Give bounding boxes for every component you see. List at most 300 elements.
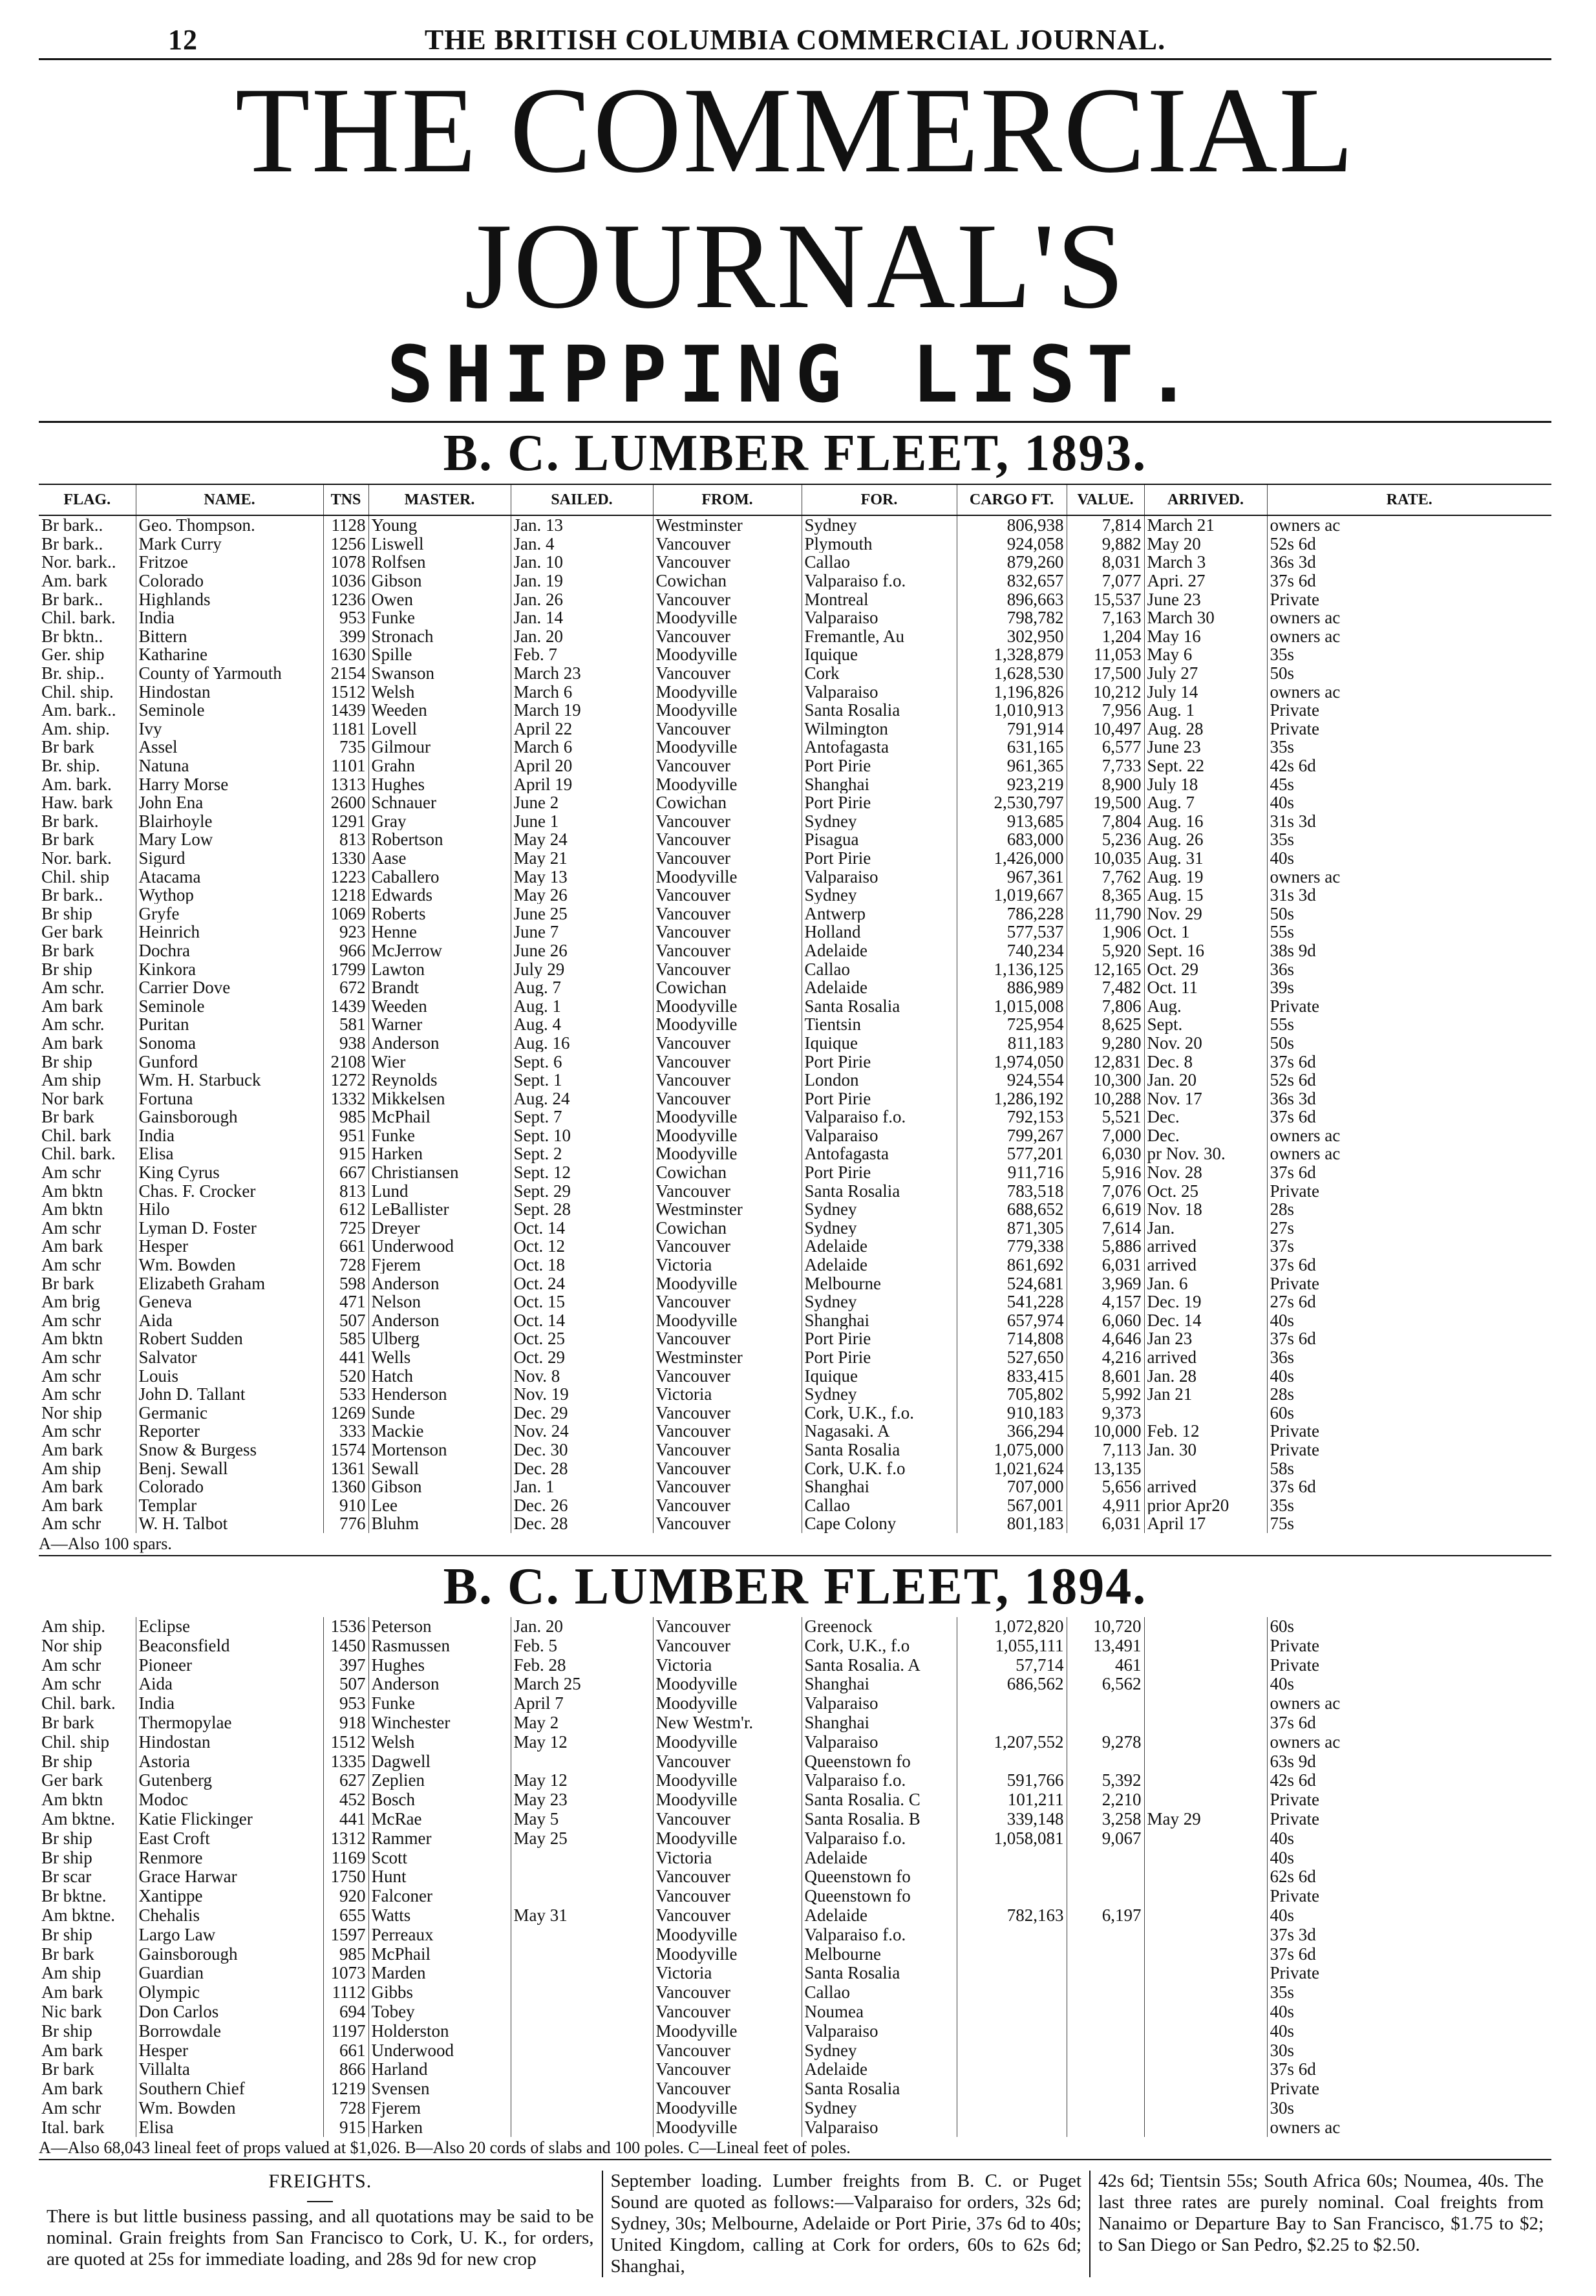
table-cell: 7,113 [1067,1441,1144,1459]
column-header: FROM. [653,484,802,515]
table-cell: Iquique [802,1034,957,1053]
table-cell: Kinkora [136,960,323,978]
table-cell: Fritzoe [136,553,323,572]
table-cell: owners ac [1267,608,1551,627]
table-cell: 1069 [323,904,368,923]
table-cell: 1512 [323,1732,368,1752]
table-cell: 7,000 [1067,1126,1144,1145]
table-cell: 3,969 [1067,1274,1144,1293]
table-cell: Stronach [368,627,511,646]
table-cell: Antofagasta [802,1144,957,1163]
table-cell: 1291 [323,812,368,831]
table-cell: Chil. ship. [41,682,114,701]
table-cell: Am. bark. [41,775,112,793]
table-cell: Moodyville [653,1274,802,1293]
table-cell: Nor ship [41,1636,102,1655]
table-row [39,904,1551,923]
table-cell: 3,258 [1067,1810,1144,1829]
table-cell: 735 [323,738,368,756]
table-cell: Underwood [368,2041,511,2060]
table-cell: 1630 [323,645,368,664]
table-cell: Carrier Dove [136,978,323,997]
table-cell: Am schr [41,1422,101,1441]
table-cell: 35s [1267,645,1551,664]
table-row [39,2021,1551,2041]
table-cell: 37s [1267,1237,1551,1256]
table-cell: Br ship [41,1848,92,1867]
table-cell: Adelaide [802,1848,957,1867]
table-cell: Harken [368,2118,511,2137]
table-cell: Valparaiso [802,682,957,701]
table-cell: 1223 [323,867,368,886]
table-cell: Colorado [136,1477,323,1496]
table-cell [1067,1925,1144,1944]
table-cell: Zeplien [368,1771,511,1790]
table-cell: Am bktn [41,1181,103,1200]
table-cell: 1,286,192 [957,1089,1067,1108]
table-cell: Private [1267,1790,1551,1810]
table-cell: June 2 [511,793,653,812]
table-cell [957,2118,1067,2137]
table-cell: 8,900 [1067,775,1144,793]
table-cell: 36s 3d [1267,1089,1551,1108]
table-cell: Moodyville [653,1694,802,1713]
table-cell: May 13 [511,867,653,886]
table-cell: Vancouver [653,1752,802,1771]
table-cell: 7,806 [1067,996,1144,1015]
table-row [39,1274,1551,1293]
fleet-1893-title: B. C. LUMBER FLEET, 1893. [443,425,1147,482]
fleet-1893-footnote: A—Also 100 spars. [39,1533,1551,1556]
table-cell: Falconer [368,1887,511,1906]
table-cell: Reporter [136,1422,323,1441]
table-cell [1144,1675,1267,1694]
table-cell: May 2 [511,1713,653,1733]
table-cell: owners ac [1267,627,1551,646]
table-cell [511,1944,653,1964]
main-title: THE COMMERCIAL JOURNAL'S [235,63,1356,334]
table-cell: 101,211 [957,1790,1067,1810]
freights-text-2: September loading. Lumber freights from B. C. or Puget Sound are quoted as follows:—Valparaiso for orders, 32s 6d; Sydney, 30s; Melbourne, Adelaide or Port Pirie, 37s 6d to 40s; United Kingdom, calling at Cork for orders, 60s to 62s 6d; Shanghai, [610,2171,1081,2277]
table-cell: 1,021,624 [957,1459,1067,1477]
table-cell: Plymouth [802,535,957,553]
table-cell: Dec. [1144,1126,1267,1145]
table-cell: Ger. ship [41,645,105,664]
table-cell: owners ac [1267,1126,1551,1145]
table-cell: Queenstown fo [802,1867,957,1887]
journal-name: THE BRITISH COLUMBIA COMMERCIAL JOURNAL. [424,24,1166,56]
table-cell: 1,906 [1067,923,1144,941]
table-cell: Vancouver [653,1514,802,1533]
table-cell: Am bark [41,996,103,1016]
table-cell: 707,000 [957,1477,1067,1496]
table-cell: June 23 [1144,738,1267,756]
table-cell: Victoria [653,1964,802,1983]
table-cell: 1450 [323,1636,368,1655]
table-cell: Am bark [41,1982,103,2002]
table-cell [1144,2021,1267,2041]
table-cell: McPhail [368,1944,511,1964]
table-cell: Vancouver [653,1422,802,1441]
table-cell: Modoc [136,1790,323,1810]
table-cell: 50s [1267,1034,1551,1053]
table-cell: 811,183 [957,1034,1067,1053]
table-cell: 725,954 [957,1015,1067,1034]
table-cell: 11,053 [1067,645,1144,664]
table-cell [1144,1964,1267,1983]
table-cell: Private [1267,1274,1551,1293]
table-cell: 577,201 [957,1144,1067,1163]
table-cell: Thermopylae [136,1713,323,1733]
freights-text-3: 42s 6d; Tientsin 55s; South Africa 60s; Noumea, 40s. The last three rates are purely nominal. Coal freights from Nanaimo or Departure Bay to San Francisco, $1.75 to $2; to San Diego or San Pedro, $2.25 to $2.50. [1098,2171,1544,2256]
table-cell: 1036 [323,572,368,590]
table-cell: Private [1267,701,1551,720]
table-cell: Santa Rosalia. B [802,1810,957,1829]
table-cell: 879,260 [957,553,1067,572]
table-cell: 52s 6d [1267,535,1551,553]
table-cell: 1236 [323,590,368,608]
table-cell [1144,2079,1267,2099]
table-cell: Oct. 1 [1144,923,1267,941]
table-cell [1067,1848,1144,1867]
table-cell: 37s 6d [1267,1052,1551,1071]
table-cell: owners ac [1267,515,1551,535]
table-cell: Sydney [802,1385,957,1404]
table-cell: Ital. bark [41,2118,105,2137]
table-row [39,738,1551,756]
table-cell: Montreal [802,590,957,608]
table-cell: 37s 6d [1267,1329,1551,1348]
table-cell: 776 [323,1514,368,1533]
table-cell [1144,1713,1267,1733]
table-cell: May 25 [511,1829,653,1848]
table-row [39,996,1551,1015]
table-cell: 12,831 [1067,1052,1144,1071]
table-cell: Am schr [41,1514,101,1533]
table-cell: Cork [802,664,957,683]
table-cell: Elisa [136,2118,323,2137]
table-cell: May 24 [511,830,653,849]
table-cell: Iquique [802,1366,957,1385]
table-cell: Colorado [136,572,323,590]
table-cell: Adelaide [802,978,957,997]
freights-section [39,2171,1551,2277]
fleet-1893-table [39,484,1551,1533]
table-cell: 1112 [323,1983,368,2002]
table-cell: Renmore [136,1848,323,1867]
table-cell: Feb. 7 [511,645,653,664]
table-cell: 471 [323,1293,368,1311]
table-cell: 28s [1267,1385,1551,1404]
table-cell: prior Apr20 [1144,1496,1267,1514]
table-cell: Private [1267,1422,1551,1441]
table-cell: March 23 [511,664,653,683]
table-cell: Dec. 26 [511,1496,653,1514]
table-cell [1144,2060,1267,2079]
table-cell: Oct. 14 [511,1219,653,1238]
table-cell: Moodyville [653,1790,802,1810]
table-cell [1067,1944,1144,1964]
table-cell: 8,031 [1067,553,1144,572]
table-cell: 1197 [323,2021,368,2041]
table-cell: Westminster [653,1200,802,1219]
table-cell [957,1694,1067,1713]
table-cell: Sydney [802,2041,957,2060]
table-cell: Sept. 29 [511,1181,653,1200]
column-header: ARRIVED. [1144,484,1267,515]
table-cell: Oct. 18 [511,1256,653,1274]
table-cell: Sept. 10 [511,1126,653,1145]
table-cell: 1269 [323,1404,368,1422]
table-cell: 920 [323,1887,368,1906]
table-cell [1144,2041,1267,2060]
table-cell: Jan. 26 [511,590,653,608]
table-cell: Aug. 26 [1144,830,1267,849]
table-cell: Aug. 16 [1144,812,1267,831]
table-cell: Bittern [136,627,323,646]
table-cell [1144,2002,1267,2022]
table-row [39,1126,1551,1145]
table-row [39,682,1551,701]
table-cell: Vancouver [653,1329,802,1348]
table-cell: Am bark [41,1496,103,1515]
table-cell: Feb. 5 [511,1636,653,1655]
table-cell: Vancouver [653,2002,802,2022]
table-row [39,1200,1551,1219]
table-row [39,1694,1551,1713]
table-cell: 10,300 [1067,1071,1144,1089]
table-cell: Wilmington [802,720,957,738]
table-cell: Br bark [41,2059,94,2079]
table-cell: Chil. ship [41,867,110,886]
table-cell: owners ac [1267,1694,1551,1713]
table-cell: Port Pirie [802,1089,957,1108]
table-cell: 524,681 [957,1274,1067,1293]
table-cell: Port Pirie [802,1348,957,1367]
table-cell: 1,196,826 [957,682,1067,701]
table-cell: Oct. 14 [511,1311,653,1330]
table-cell: July 18 [1144,775,1267,793]
table-cell [1144,1694,1267,1713]
table-row [39,886,1551,905]
table-cell: Gryfe [136,904,323,923]
table-cell: 40s [1267,1311,1551,1330]
table-cell: 953 [323,1694,368,1713]
table-cell: King Cyrus [136,1163,323,1182]
table-cell: 17,500 [1067,664,1144,683]
table-cell: Anderson [368,1034,511,1053]
table-cell: 791,914 [957,720,1067,738]
table-row [39,960,1551,978]
table-cell [511,1983,653,2002]
table-cell: 60s [1267,1404,1551,1422]
table-cell: Am ship. [41,1616,106,1636]
table-cell: May 31 [511,1906,653,1926]
table-cell: 7,076 [1067,1181,1144,1200]
table-cell: Harland [368,2060,511,2079]
table-cell: Am bark [41,1033,103,1053]
table-cell: 62s 6d [1267,1867,1551,1887]
table-cell: 5,920 [1067,941,1144,960]
table-cell: Moodyville [653,682,802,701]
table-cell: Valparaiso f.o. [802,1108,957,1126]
table-cell [511,1867,653,1887]
table-cell: Santa Rosalia. C [802,1790,957,1810]
table-cell: Vancouver [653,553,802,572]
table-cell: Warner [368,1015,511,1034]
table-row [39,627,1551,646]
table-cell: Br bktne. [41,1886,107,1906]
table-cell: 581 [323,1015,368,1034]
table-cell [1144,1829,1267,1848]
table-cell: 806,938 [957,515,1067,535]
table-cell: Vancouver [653,1867,802,1887]
table-cell: Robertson [368,830,511,849]
table-cell: 2,210 [1067,1790,1144,1810]
table-cell: 953 [323,608,368,627]
table-cell: June 25 [511,904,653,923]
table-cell: Tobey [368,2002,511,2022]
table-cell: McJerrow [368,941,511,960]
table-cell: Vancouver [653,1293,802,1311]
table-row [39,1256,1551,1274]
table-cell: Sydney [802,515,957,535]
table-cell: Sunde [368,1404,511,1422]
table-cell: Shanghai [802,775,957,793]
table-cell: 40s [1267,2021,1551,2041]
table-row [39,608,1551,627]
table-cell: 1330 [323,849,368,868]
table-cell [1067,2099,1144,2118]
table-row [39,1108,1551,1126]
table-row [39,1867,1551,1887]
table-cell: Sydney [802,1293,957,1311]
table-cell: Am ship [41,1070,101,1089]
table-cell: 688,652 [957,1200,1067,1219]
table-cell: Wells [368,1348,511,1367]
table-cell: 832,657 [957,572,1067,590]
table-cell: 58s [1267,1459,1551,1477]
table-cell: Br ship [41,1752,92,1771]
table-cell: Santa Rosalia [802,2079,957,2099]
table-cell: March 25 [511,1675,653,1694]
table-cell: 10,720 [1067,1617,1144,1636]
table-cell: Valparaiso f.o. [802,1925,957,1944]
table-cell: Sept. 28 [511,1200,653,1219]
table-cell: Private [1267,1181,1551,1200]
table-cell: 2108 [323,1052,368,1071]
table-cell: 28s [1267,1200,1551,1219]
table-row [39,793,1551,812]
table-cell: 740,234 [957,941,1067,960]
table-cell: 1181 [323,720,368,738]
sub-title: SHIPPING LIST. [387,330,1204,420]
table-cell [957,2041,1067,2060]
table-cell: 792,153 [957,1108,1067,1126]
table-cell: County of Yarmouth [136,664,323,683]
table-cell: Roberts [368,904,511,923]
table-row [39,849,1551,868]
table-cell: Aida [136,1311,323,1330]
table-cell: 5,521 [1067,1108,1144,1126]
column-header: FOR. [802,484,957,515]
table-cell: 657,974 [957,1311,1067,1330]
table-row [39,1071,1551,1089]
table-cell [511,1752,653,1771]
table-cell: Valparaiso f.o. [802,1829,957,1848]
table-cell: 40s [1267,849,1551,868]
table-cell: Vancouver [653,1887,802,1906]
table-row [39,830,1551,849]
table-row [39,1441,1551,1459]
table-cell [1067,2118,1144,2137]
table-cell: W. H. Talbot [136,1514,323,1533]
table-row [39,1790,1551,1810]
table-cell: Nelson [368,1293,511,1311]
table-cell: 441 [323,1348,368,1367]
table-cell: 55s [1267,923,1551,941]
table-cell: June 7 [511,923,653,941]
table-cell: Valparaiso [802,1732,957,1752]
table-cell: Funke [368,608,511,627]
table-cell: Adelaide [802,1256,957,1274]
table-cell: Tientsin [802,1015,957,1034]
table-cell: 42s 6d [1267,756,1551,775]
table-cell: Am. bark [41,571,107,590]
table-cell [1067,2079,1144,2099]
table-cell: Vancouver [653,830,802,849]
table-cell: Vancouver [653,1906,802,1926]
table-cell: 10,288 [1067,1089,1144,1108]
table-cell: Am bark [41,2041,103,2060]
table-cell: 1,426,000 [957,849,1067,868]
table-cell: 8,625 [1067,1015,1144,1034]
table-cell: Valparaiso [802,1694,957,1713]
table-cell: April 17 [1144,1514,1267,1533]
table-cell: Nov. 8 [511,1366,653,1385]
table-cell: 8,365 [1067,886,1144,905]
table-cell: 918 [323,1713,368,1733]
table-cell: Dec. 28 [511,1514,653,1533]
table-cell: Vancouver [653,1617,802,1636]
table-cell: Valparaiso [802,2021,957,2041]
table-cell: 40s [1267,1675,1551,1694]
table-row [39,1015,1551,1034]
table-cell: Jan. 4 [511,535,653,553]
table-cell: Br. ship. [41,756,100,775]
fleet-1894-table [39,1617,1551,2138]
table-cell: 302,950 [957,627,1067,646]
table-cell: Fremantle, Au [802,627,957,646]
table-cell: Blairhoyle [136,812,323,831]
table-cell: Mark Curry [136,535,323,553]
table-cell: 27s 6d [1267,1293,1551,1311]
table-cell: Vancouver [653,2041,802,2060]
table-cell [1067,2021,1144,2041]
table-cell: 1799 [323,960,368,978]
table-cell: June 26 [511,941,653,960]
table-row [39,1385,1551,1404]
table-row [39,553,1551,572]
table-cell: 45s [1267,775,1551,793]
table-cell: Aug. 19 [1144,867,1267,886]
table-cell: 37s 6d [1267,1713,1551,1733]
table-cell: March 30 [1144,608,1267,627]
table-cell: Westminster [653,515,802,535]
table-cell: Cowichan [653,572,802,590]
table-cell: Reynolds [368,1071,511,1089]
table-cell: Private [1267,1636,1551,1655]
